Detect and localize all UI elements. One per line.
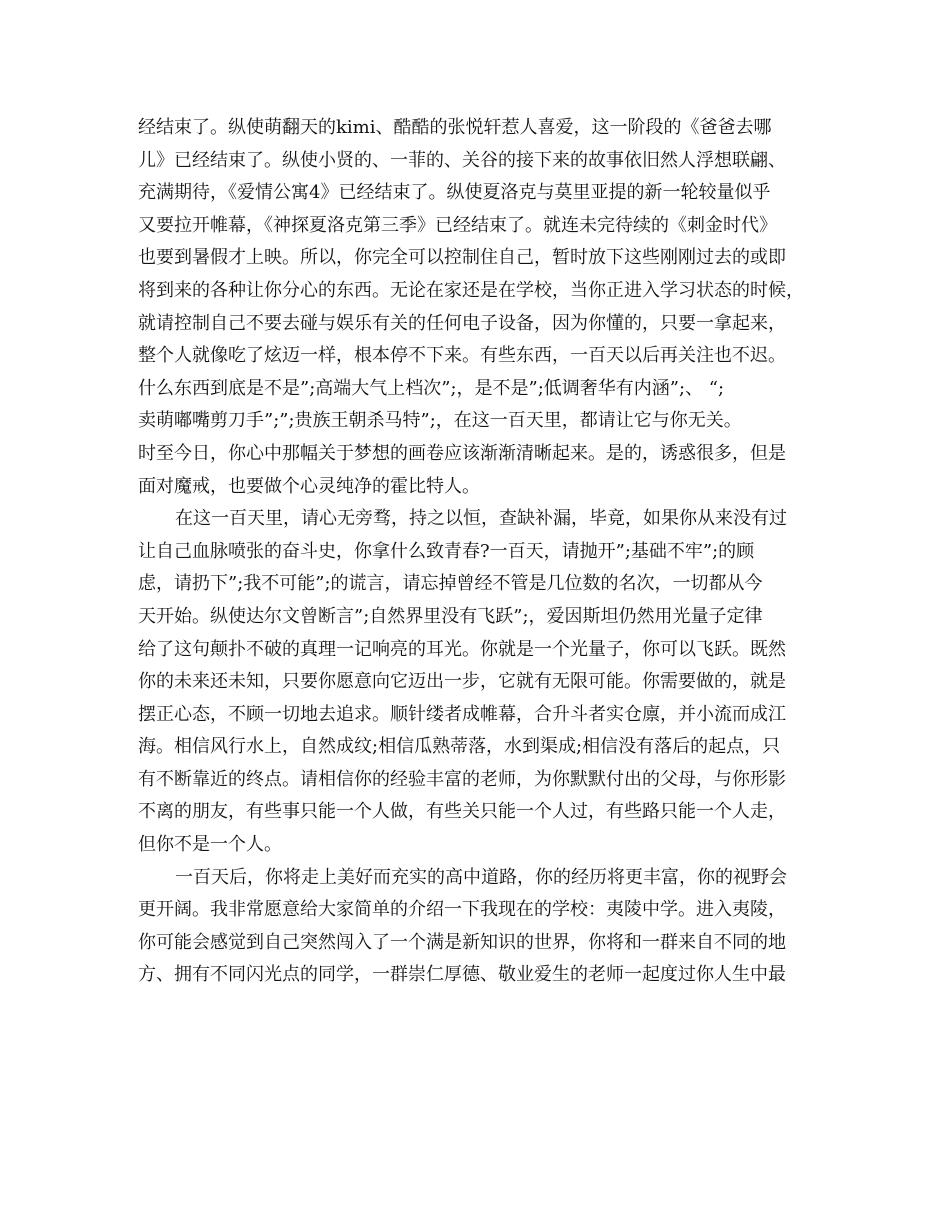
- text-line: 你的未来还未知，只要你愿意向它迈出一步，它就有无限可能。你需要做的，就是: [138, 671, 786, 693]
- text-line: 在这一百天里，请心无旁骛，持之以恒，查缺补漏，毕竟，如果你从来没有过: [175, 508, 787, 530]
- text-line: 儿》已经结束了。纵使小贤的、一菲的、关谷的接下来的故事依旧然人浮想联翩、: [138, 149, 786, 171]
- paragraph-1: [138, 112, 828, 503]
- text-line: 但你不是一个人。: [138, 834, 282, 856]
- document-body: [138, 112, 828, 992]
- text-line: 什么东西到底是不是”;高端大气上档次”;，是不是”;低调奢华有内涵”;、 “;: [138, 377, 725, 399]
- text-line: 方、拥有不同闪光点的同学，一群崇仁厚德、敬业爱生的老师一起度过你人生中最: [138, 964, 786, 986]
- text-line: 更开阔。我非常愿意给大家简单的介绍一下我现在的学校：夷陵中学。进入夷陵，: [138, 899, 786, 921]
- text-line: 将到来的各种让你分心的东西。无论在家还是在学校，当你正进入学习状态的时候，: [138, 279, 804, 301]
- text-line: 时至今日，你心中那幅关于梦想的画卷应该渐渐清晰起来。是的，诱惑很多，但是: [138, 442, 786, 464]
- text-line: 你可能会感觉到自己突然闯入了一个满是新知识的世界，你将和一群来自不同的地: [138, 931, 786, 953]
- text-line: 虑，请扔下”;我不可能”;的谎言，请忘掉曾经不管是几位数的名次，一切都从今: [138, 573, 763, 595]
- text-line: 天开始。纵使达尔文曾断言”;自然界里没有飞跃”;，爱因斯坦仍然用光量子定律: [138, 605, 763, 627]
- text-line: 经结束了。纵使萌翻天的kimi、酷酷的张悦轩惹人喜爱，这一阶段的《爸爸去哪: [138, 117, 772, 138]
- paragraph-2: [138, 503, 828, 862]
- text-line: 不离的朋友，有些事只能一个人做，有些关只能一个人过，有些路只能一个人走，: [138, 801, 786, 823]
- paragraph-3: [138, 862, 828, 992]
- text-line: 一百天后，你将走上美好而充实的高中道路，你的经历将更丰富，你的视野会: [175, 866, 787, 888]
- text-line: 又要拉开帷幕，《神探夏洛克第三季》已经结束了。就连未完待续的《刺金时代》: [138, 214, 777, 236]
- text-line: 整个人就像吃了炫迈一样，根本停不下来。有些东西，一百天以后再关注也不迟。: [138, 345, 786, 367]
- text-line: 就请控制自己不要去碰与娱乐有关的任何电子设备，因为你懂的，只要一拿起来，: [138, 312, 786, 334]
- text-line: 让自己血脉喷张的奋斗史，你拿什么致青春?一百天，请抛开”;基础不牢”;的顾: [138, 540, 755, 562]
- text-line: 面对魔戒，也要做个心灵纯净的霍比特人。: [138, 475, 480, 497]
- text-line: 卖萌嘟嘴剪刀手”;”;贵族王朝杀马特”;，在这一百天里，都请让它与你无关。: [138, 410, 742, 432]
- text-line: 有不断靠近的终点。请相信你的经验丰富的老师，为你默默付出的父母，与你形影: [138, 768, 786, 790]
- text-line: 充满期待，《爱情公寓4》已经结束了。纵使夏洛克与莫里亚提的新一轮较量似乎: [138, 182, 771, 204]
- text-line: 也要到暑假才上映。所以，你完全可以控制住自己，暂时放下这些刚刚过去的或即: [138, 247, 786, 269]
- text-line: 给了这句颠扑不破的真理一记响亮的耳光。你就是一个光量子，你可以飞跃。既然: [138, 638, 786, 660]
- text-line: 摆正心态，不顾一切地去追求。顺针缕者成帷幕，合升斗者实仓廪，并小流而成江: [138, 703, 786, 725]
- text-line: 海。相信风行水上，自然成纹;相信瓜熟蒂落，水到渠成;相信没有落后的起点，只: [138, 736, 781, 758]
